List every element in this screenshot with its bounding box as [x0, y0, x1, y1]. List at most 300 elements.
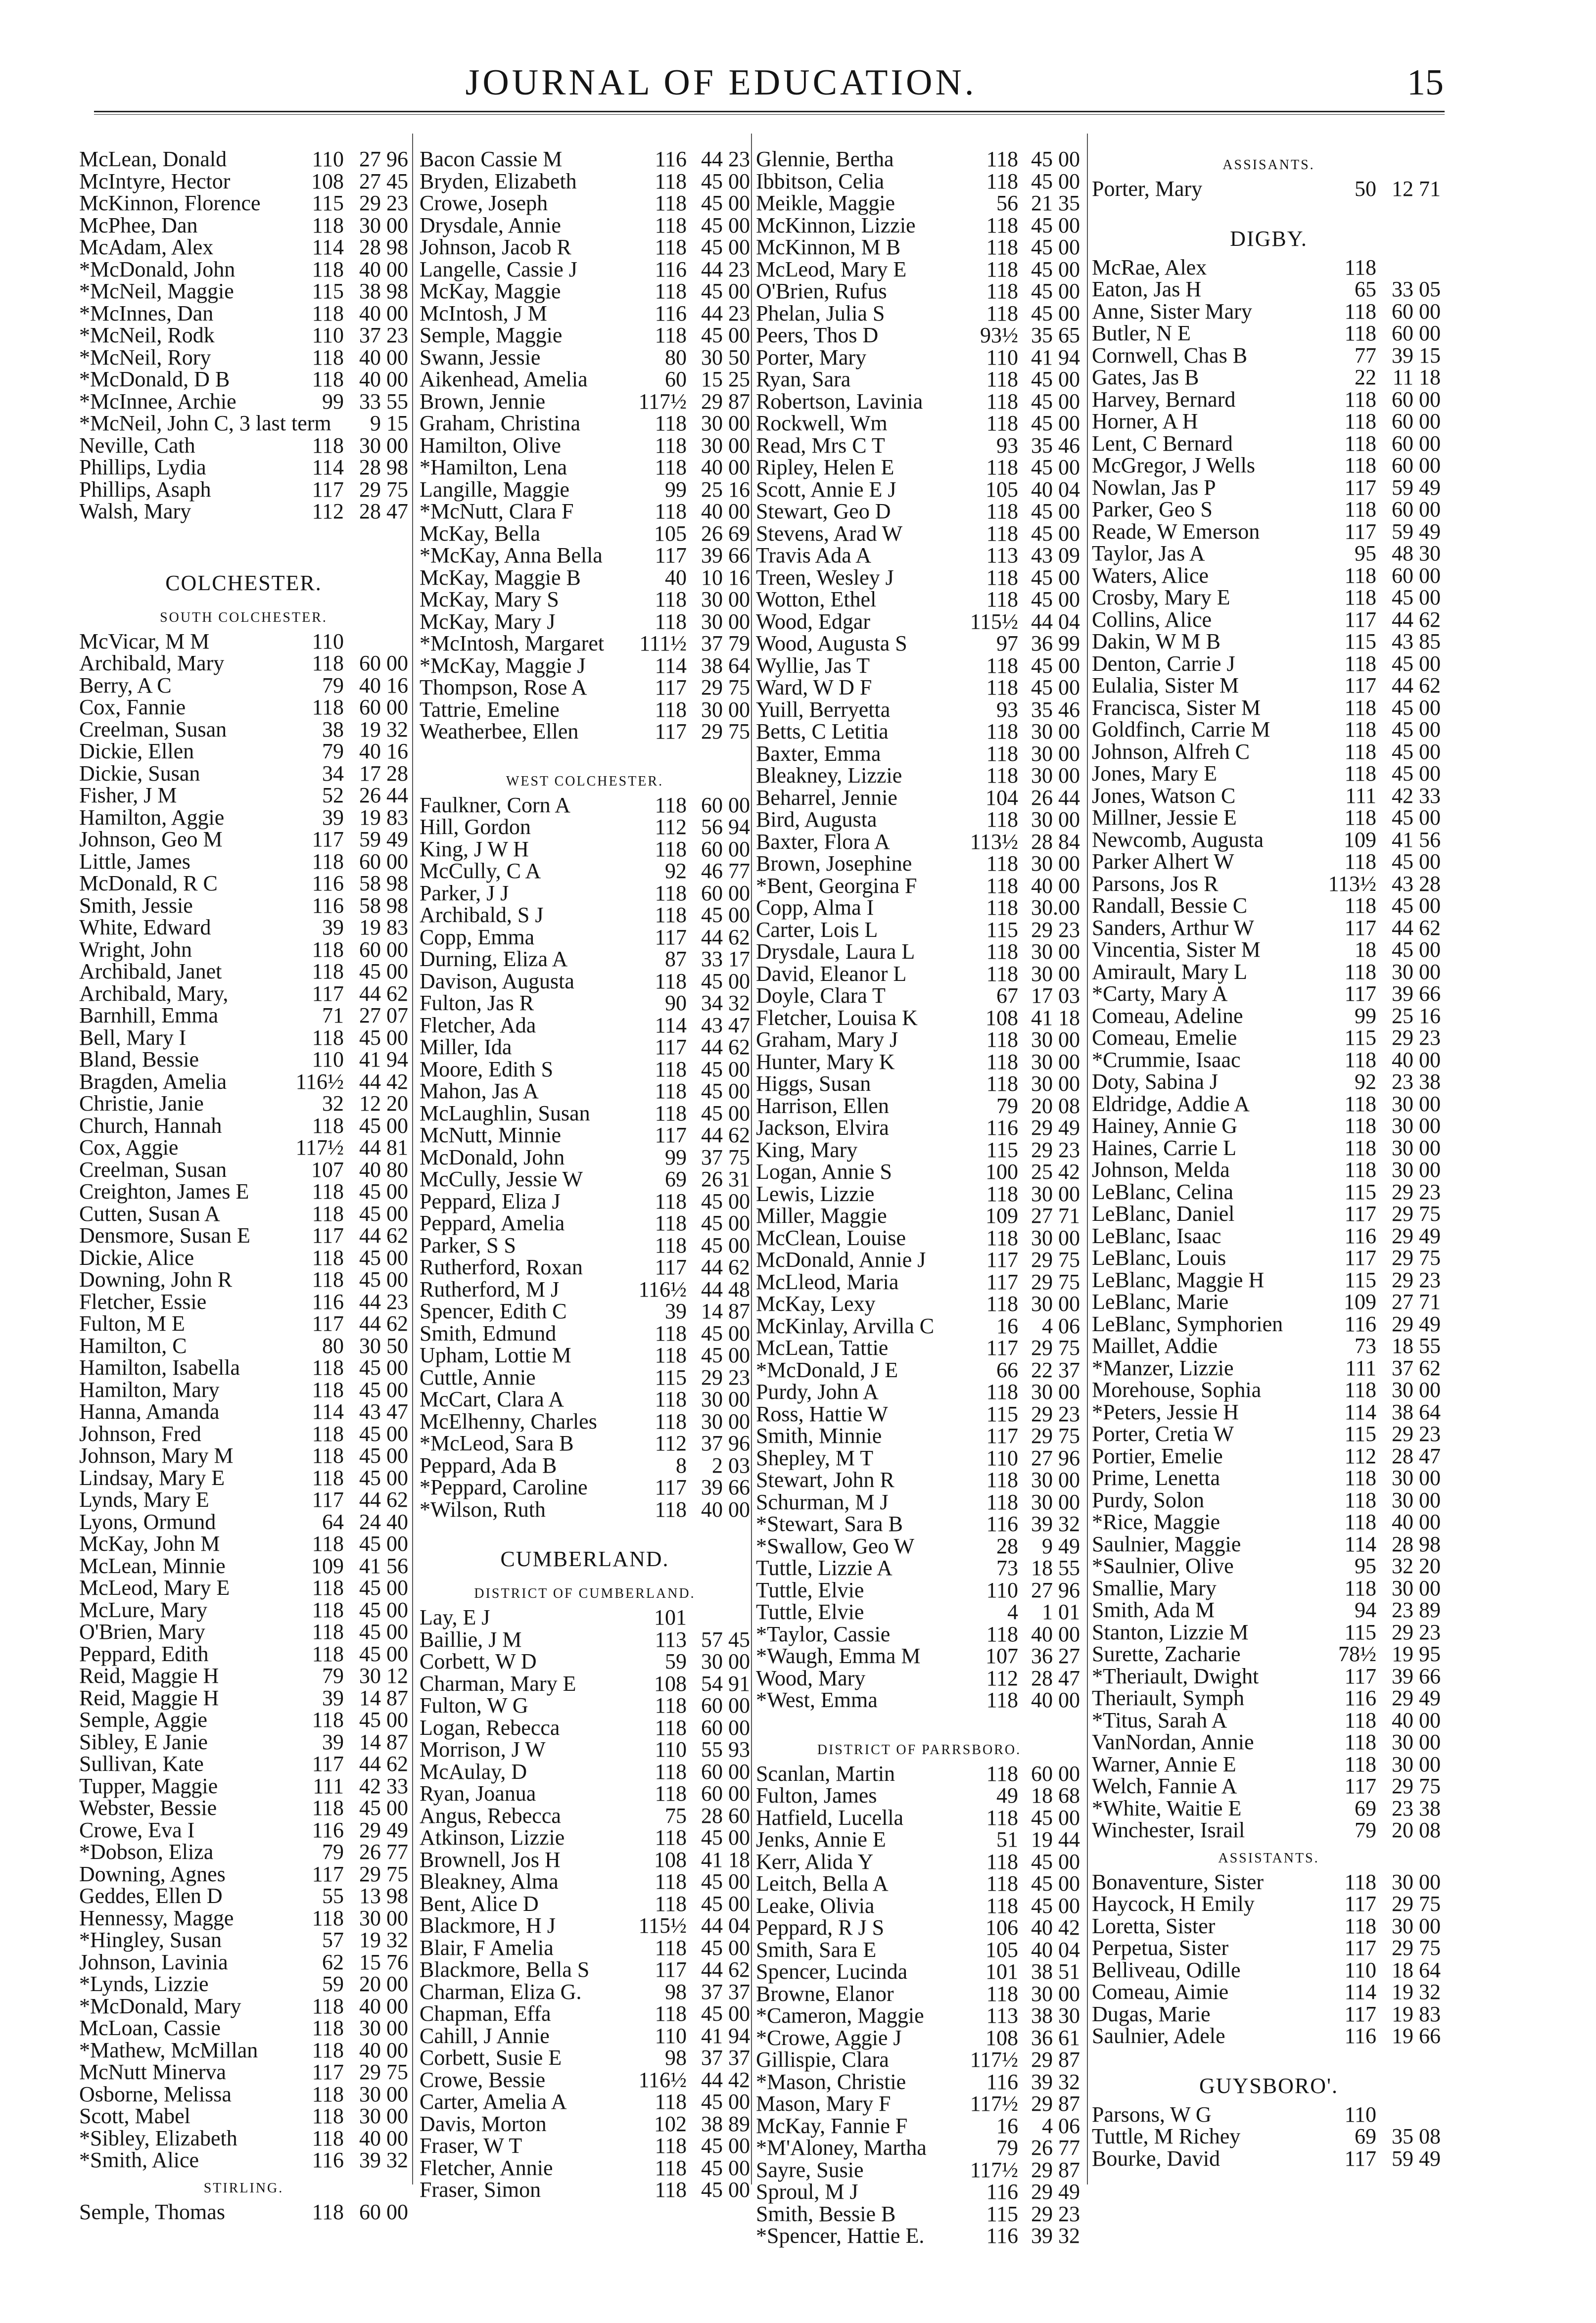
teacher-name: Bragden, Amelia: [79, 1069, 227, 1094]
days-taught: 118: [312, 1245, 344, 1270]
teacher-entry: [420, 259, 750, 281]
teacher-entry: [1092, 1247, 1446, 1269]
grant-amount: 45 00: [359, 1443, 408, 1468]
teacher-entry: [756, 215, 1082, 237]
teacher-entry: [420, 1168, 750, 1191]
teacher-name: *Hingley, Susan: [79, 1928, 222, 1952]
grant-amount: 28 98: [1392, 1532, 1441, 1556]
teacher-name: Morrison, J W: [420, 1737, 546, 1762]
column-3: [756, 148, 1082, 2247]
teacher-entry: [79, 1269, 408, 1291]
days-taught: 117: [1344, 673, 1376, 697]
teacher-name: Doyle, Clara T: [756, 983, 886, 1008]
teacher-name: *McKay, Anna Bella: [420, 543, 603, 567]
grant-amount: 45 00: [1031, 279, 1080, 303]
days-taught: 118: [986, 1225, 1018, 1250]
grant-amount: 14 87: [701, 1299, 750, 1323]
teacher-entry: [420, 2135, 750, 2157]
teacher-name: *McLeod, Sara B: [420, 1431, 574, 1455]
teacher-name: Creelman, Susan: [79, 717, 227, 742]
teacher-entry: [1092, 939, 1446, 961]
teacher-entry: [1092, 367, 1446, 389]
grant-amount: 30 00: [1392, 1913, 1441, 1938]
teacher-entry: [79, 2201, 408, 2224]
teacher-entry: [1092, 1578, 1446, 1600]
days-taught: 99: [665, 477, 687, 502]
teacher-name: *Crummie, Isaac: [1092, 1047, 1241, 1072]
teacher-entry: [79, 1996, 408, 2018]
column-divider: [1087, 134, 1088, 2184]
grant-amount: 56 94: [701, 815, 750, 839]
grant-amount: 26 44: [1031, 785, 1080, 810]
teacher-entry: [79, 961, 408, 983]
grant-amount: 26 77: [359, 1840, 408, 1864]
teacher-name: Hamilton, C: [79, 1333, 187, 1358]
teacher-name: Denton, Carrie J: [1092, 651, 1235, 676]
days-taught: 106: [986, 1915, 1018, 1940]
teacher-name: Cuttle, Annie: [420, 1365, 536, 1390]
teacher-entry: [420, 1455, 750, 1477]
teacher-name: Crosby, Mary E: [1092, 585, 1230, 609]
teacher-name: Wood, Mary: [756, 1666, 866, 1690]
column-2: [420, 148, 750, 2201]
teacher-entry: [79, 675, 408, 697]
teacher-entry: [756, 1447, 1082, 1470]
days-taught: 113½: [970, 829, 1018, 854]
teacher-name: Fletcher, Ada: [420, 1013, 536, 1037]
grant-amount: 38 30: [1031, 2003, 1080, 2028]
grant-amount: 29 87: [1031, 2157, 1080, 2182]
teacher-entry: [420, 816, 750, 838]
teacher-name: *McKay, Maggie J: [420, 653, 586, 678]
days-taught: 118: [986, 653, 1018, 678]
grant-amount: 60 00: [1392, 299, 1441, 324]
grant-amount: 45 00: [1031, 499, 1080, 523]
county-heading-text: DIGBY.: [1230, 226, 1308, 251]
days-taught: 117: [312, 2060, 344, 2084]
grant-amount: 44 81: [359, 1135, 408, 1160]
grant-amount: 29 49: [1392, 1686, 1441, 1710]
teacher-entry: [756, 1271, 1082, 1294]
grant-amount: 37 62: [1392, 1355, 1441, 1380]
grant-amount: 30 00: [701, 587, 750, 611]
days-taught: 118: [1344, 563, 1376, 588]
teacher-name: Morehouse, Sophia: [1092, 1378, 1262, 1402]
grant-amount: 45 00: [701, 1057, 750, 1081]
days-taught: 115: [1344, 1025, 1376, 1050]
days-taught: 117: [312, 1223, 344, 1248]
teacher-name: Brown, Jennie: [420, 389, 546, 414]
teacher-name: *McDonald, J E: [756, 1357, 898, 1382]
teacher-entry: [1092, 301, 1446, 323]
teacher-entry: [756, 2203, 1082, 2226]
grant-amount: 30 00: [701, 1409, 750, 1434]
days-taught: 117: [1344, 475, 1376, 500]
grant-amount: 29 75: [359, 2060, 408, 2084]
teacher-entry: [756, 1983, 1082, 2005]
teacher-name: Sanders, Arthur W: [1092, 915, 1254, 940]
teacher-name: Hamilton, Isabella: [79, 1355, 240, 1380]
days-taught: 114: [1344, 1532, 1376, 1556]
days-taught: 112: [986, 1666, 1018, 1690]
teacher-name: Schurman, M J: [756, 1489, 889, 1514]
grant-amount: 40 16: [359, 673, 408, 697]
grant-amount: 44 62: [701, 925, 750, 949]
teacher-name: McKay, Maggie: [420, 279, 561, 303]
grant-amount: 29 75: [1392, 1246, 1441, 1270]
grant-amount: 45 00: [1392, 739, 1441, 764]
days-taught: 115: [312, 191, 344, 215]
grant-amount: 29 75: [1392, 1892, 1441, 1916]
teacher-entry: [79, 391, 408, 413]
grant-amount: 39 66: [701, 1475, 750, 1499]
teacher-entry: [756, 280, 1082, 303]
teacher-name: Eldridge, Addie A: [1092, 1091, 1250, 1116]
days-taught: 16: [996, 2113, 1018, 2138]
teacher-entry: [756, 655, 1082, 677]
days-taught: 118: [1344, 695, 1376, 720]
days-taught: 118: [1344, 739, 1376, 764]
grant-amount: 40 00: [359, 367, 408, 391]
days-taught: 39: [322, 1729, 344, 1754]
days-taught: 118: [312, 1465, 344, 1490]
grant-amount: 45 00: [701, 1101, 750, 1125]
district-heading: [1092, 1842, 1446, 1871]
teacher-entry: [1092, 785, 1446, 807]
teacher-entry: [79, 697, 408, 719]
teacher-entry: [756, 1557, 1082, 1580]
teacher-entry: [420, 1301, 750, 1323]
days-taught: 117: [986, 1336, 1018, 1360]
grant-amount: 45 00: [701, 1869, 750, 1894]
days-taught: 71: [322, 1003, 344, 1027]
teacher-name: LeBlanc, Maggie H: [1092, 1267, 1265, 1292]
days-taught: 118: [1344, 805, 1376, 830]
days-taught: 117: [1344, 519, 1376, 544]
teacher-entry: [79, 1203, 408, 1225]
teacher-name: Faulkner, Corn A: [420, 792, 570, 817]
days-taught: 69: [1355, 1796, 1376, 1820]
days-taught: 39: [322, 805, 344, 830]
days-taught: 114: [1344, 1399, 1376, 1424]
teacher-name: Bland, Bessie: [79, 1047, 199, 1071]
teacher-name: *McDonald, D B: [79, 367, 230, 391]
days-taught: 18: [1355, 937, 1376, 962]
grant-amount: 40 04: [1031, 477, 1080, 502]
teacher-entry: [756, 677, 1082, 699]
grant-amount: 19 95: [1392, 1642, 1441, 1666]
grant-amount: 38 98: [359, 279, 408, 303]
grant-amount: 44 23: [701, 147, 750, 171]
teacher-name: Fraser, Simon: [420, 2178, 541, 2202]
grant-amount: 45 00: [359, 1708, 408, 1732]
grant-amount: 28 47: [359, 499, 408, 523]
teacher-entry: [79, 148, 408, 171]
grant-amount: 45 00: [1392, 893, 1441, 918]
days-taught: 118: [655, 1101, 687, 1125]
teacher-name: Corbett, Susie E: [420, 2045, 562, 2070]
grant-amount: 45 00: [1031, 301, 1080, 325]
grant-amount: 30 00: [1392, 1730, 1441, 1754]
days-taught: 77: [1355, 343, 1376, 368]
teacher-name: Theriault, Symph: [1092, 1686, 1244, 1710]
grant-amount: 54 91: [701, 1671, 750, 1696]
teacher-name: Peppard, R J S: [756, 1915, 885, 1940]
teacher-name: *McIntosh, Margaret: [420, 631, 605, 655]
grant-amount: 59 49: [1392, 519, 1441, 544]
teacher-entry: [1092, 1049, 1446, 1071]
teacher-name: *Waugh, Emma M: [756, 1644, 921, 1668]
grant-amount: 27 07: [359, 1003, 408, 1027]
teacher-name: Loretta, Sister: [1092, 1913, 1216, 1938]
teacher-entry: [1092, 1159, 1446, 1181]
teacher-name: *McDonald, John: [79, 257, 235, 281]
teacher-entry: [1092, 1445, 1446, 1468]
grant-amount: 26 44: [359, 783, 408, 807]
days-taught: 118: [1344, 717, 1376, 742]
teacher-name: Tattrie, Emeline: [420, 697, 560, 722]
teacher-entry: [420, 1937, 750, 1959]
grant-amount: 45 00: [1031, 213, 1080, 237]
teacher-entry: [756, 2159, 1082, 2182]
teacher-name: Taylor, Jas A: [1092, 541, 1205, 565]
grant-amount: 25 16: [1392, 1003, 1441, 1028]
teacher-entry: [420, 413, 750, 435]
grant-amount: 36 61: [1031, 2025, 1080, 2050]
teacher-entry: [420, 1651, 750, 1673]
teacher-name: Smith, Jessie: [79, 893, 193, 918]
grant-amount: 60 00: [359, 651, 408, 675]
grant-amount: 60 00: [701, 1693, 750, 1718]
grant-amount: 30 00: [1031, 741, 1080, 766]
grant-amount: 19 83: [359, 915, 408, 939]
teacher-entry: [756, 545, 1082, 567]
teacher-entry: [79, 1533, 408, 1555]
teacher-name: Treen, Wesley J: [756, 565, 894, 590]
grant-amount: 37 96: [701, 1431, 750, 1455]
teacher-entry: [420, 567, 750, 589]
teacher-entry: [1092, 1027, 1446, 1049]
days-taught: 111½: [639, 631, 687, 655]
grant-amount: 24 40: [359, 1509, 408, 1534]
teacher-entry: [79, 1511, 408, 1533]
teacher-name: Parsons, Jos R: [1092, 871, 1219, 896]
grant-amount: 30 00: [1031, 851, 1080, 876]
teacher-name: *Carty, Mary A: [1092, 981, 1228, 1006]
teacher-entry: [1092, 631, 1446, 653]
days-taught: 118: [986, 1893, 1018, 1918]
teacher-name: Jones, Watson C: [1092, 783, 1236, 808]
grant-amount: 34 32: [701, 991, 750, 1015]
days-taught: 118: [986, 807, 1018, 832]
teacher-name: Jackson, Elvira: [756, 1115, 889, 1140]
teacher-entry: [756, 1917, 1082, 1939]
days-taught: 118: [986, 587, 1018, 611]
grant-amount: 60 00: [1392, 387, 1441, 412]
teacher-name: McClean, Louise: [756, 1225, 906, 1250]
county-heading: [420, 1542, 750, 1577]
teacher-name: Sayre, Susie: [756, 2157, 864, 2182]
teacher-entry: [79, 215, 408, 237]
teacher-name: Ripley, Helen E: [756, 455, 894, 479]
days-taught: 59: [322, 1972, 344, 1996]
days-taught: 57: [322, 1928, 344, 1952]
teacher-entry: [756, 567, 1082, 589]
teacher-name: McLure, Mary: [79, 1597, 208, 1622]
teacher-name: Tupper, Maggie: [79, 1773, 218, 1798]
teacher-entry: [756, 369, 1082, 391]
days-taught: 118: [986, 257, 1018, 281]
grant-amount: 30 00: [1031, 961, 1080, 986]
grant-amount: 29 23: [1031, 917, 1080, 942]
days-taught: 102: [654, 2111, 687, 2136]
teacher-name: Cornwell, Chas B: [1092, 343, 1248, 368]
days-taught: 118: [312, 2016, 344, 2040]
teacher-name: Smith, Bessie B: [756, 2201, 896, 2226]
teacher-entry: [420, 1959, 750, 1981]
teacher-name: Dickie, Susan: [79, 761, 200, 786]
grant-amount: 30 00: [1031, 807, 1080, 832]
grant-amount: 29 75: [1031, 1424, 1080, 1448]
teacher-name: Glennie, Bertha: [756, 147, 894, 171]
teacher-entry: [1092, 983, 1446, 1005]
teacher-name: *Theriault, Dwight: [1092, 1664, 1259, 1688]
teacher-entry: [1092, 1115, 1446, 1137]
grant-amount: 28 47: [1392, 1443, 1441, 1468]
grant-amount: 45 00: [359, 1267, 408, 1292]
grant-amount: 37 23: [359, 323, 408, 347]
days-taught: 117: [1344, 1246, 1376, 1270]
days-taught: 118: [986, 675, 1018, 699]
teacher-entry: [79, 719, 408, 741]
days-taught: 118: [986, 499, 1018, 523]
teacher-entry: [756, 721, 1082, 743]
teacher-name: Blackmore, H J: [420, 1913, 556, 1938]
teacher-entry: [756, 897, 1082, 919]
days-taught: 118: [986, 741, 1018, 766]
teacher-entry: [420, 2069, 750, 2091]
teacher-entry: [1092, 279, 1446, 301]
days-taught: 116: [986, 2180, 1018, 2204]
days-taught: 118: [986, 169, 1018, 193]
days-taught: 118: [986, 939, 1018, 964]
teacher-name: McAdam, Alex: [79, 235, 214, 259]
teacher-entry: [756, 831, 1082, 853]
teacher-entry: [420, 2003, 750, 2025]
grant-amount: 29 49: [1392, 1311, 1441, 1336]
grant-amount: 44 48: [701, 1277, 750, 1301]
teacher-entry: [1092, 895, 1446, 917]
grant-amount: 29 75: [1031, 1248, 1080, 1272]
days-taught: 118: [986, 1181, 1018, 1206]
teacher-entry: [1092, 873, 1446, 895]
days-taught: 52: [322, 783, 344, 807]
days-taught: 117: [655, 925, 687, 949]
days-taught: 73: [1355, 1334, 1376, 1358]
days-taught: 34: [322, 761, 344, 786]
grant-amount: 23 38: [1392, 1069, 1441, 1094]
teacher-name: Gates, Jas B: [1092, 365, 1199, 389]
days-taught: 117: [655, 1957, 687, 1982]
grant-amount: 30 50: [701, 345, 750, 370]
days-taught: 118: [312, 1179, 344, 1204]
days-taught: 117: [312, 477, 344, 502]
teacher-name: Blackmore, Bella S: [420, 1957, 590, 1982]
days-taught: 107: [986, 1644, 1018, 1668]
teacher-entry: [1092, 1893, 1446, 1915]
teacher-entry: [1092, 411, 1446, 433]
grant-amount: 40 00: [701, 455, 750, 479]
days-taught: 118: [312, 1113, 344, 1138]
teacher-name: Upham, Lottie M: [420, 1343, 571, 1367]
teacher-entry: [756, 1293, 1082, 1315]
days-taught: 69: [665, 1167, 687, 1191]
teacher-entry: [79, 2105, 408, 2128]
teacher-entry: [1092, 1203, 1446, 1225]
teacher-name: Stewart, John R: [756, 1468, 894, 1492]
teacher-entry: [756, 1807, 1082, 1829]
grant-amount: 45 00: [701, 213, 750, 237]
days-taught: 118: [312, 849, 344, 874]
grant-amount: 45 00: [701, 1079, 750, 1103]
grant-amount: 30 00: [1392, 1114, 1441, 1138]
teacher-entry: [1092, 1666, 1446, 1688]
teacher-name: Dickie, Ellen: [79, 739, 194, 763]
days-taught: 28: [996, 1533, 1018, 1558]
days-taught: 105: [986, 477, 1018, 502]
days-taught: 108: [986, 1005, 1018, 1030]
teacher-name: Perpetua, Sister: [1092, 1936, 1229, 1960]
teacher-name: Miller, Ida: [420, 1035, 512, 1059]
grant-amount: 29 49: [1031, 2180, 1080, 2204]
grant-amount: 40 00: [1031, 1688, 1080, 1712]
days-taught: 118: [655, 455, 687, 479]
grant-amount: 41 56: [1392, 827, 1441, 852]
teacher-entry: [420, 794, 750, 817]
grant-amount: 60 00: [1031, 1761, 1080, 1786]
days-taught: 118: [986, 1805, 1018, 1830]
teacher-name: Crowe, Eva I: [79, 1817, 195, 1842]
district-heading-text: SOUTH COLCHESTER.: [160, 609, 328, 625]
county-heading: [1092, 2069, 1446, 2104]
grant-amount: 28 98: [359, 455, 408, 479]
grant-amount: 45 00: [359, 1113, 408, 1138]
grant-amount: 45 00: [1392, 849, 1441, 874]
grant-amount: 30 00: [359, 1905, 408, 1930]
days-taught: 118: [986, 851, 1018, 876]
teacher-entry: [756, 501, 1082, 523]
days-taught: 105: [654, 521, 687, 546]
grant-amount: 29 75: [359, 477, 408, 502]
days-taught: 118: [655, 1935, 687, 1960]
grant-amount: 19 32: [359, 717, 408, 742]
teacher-name: Peppard, Ada B: [420, 1453, 557, 1478]
teacher-name: McDonald, John: [420, 1145, 565, 1169]
teacher-entry: [756, 325, 1082, 347]
days-taught: 100: [986, 1160, 1018, 1184]
teacher-entry: [1092, 1335, 1446, 1357]
grant-amount: 45 00: [1392, 651, 1441, 676]
teacher-entry: [79, 1577, 408, 1599]
teacher-name: McIntosh, J M: [420, 301, 547, 325]
grant-amount: 44 42: [701, 2067, 750, 2092]
days-taught: 116: [986, 1512, 1018, 1536]
days-taught: 118: [1344, 1752, 1376, 1776]
grant-amount: 45 00: [359, 1025, 408, 1050]
days-taught: 114: [655, 1013, 687, 1037]
teacher-name: *Taylor, Cassie: [756, 1622, 891, 1646]
days-taught: 118: [655, 323, 687, 347]
